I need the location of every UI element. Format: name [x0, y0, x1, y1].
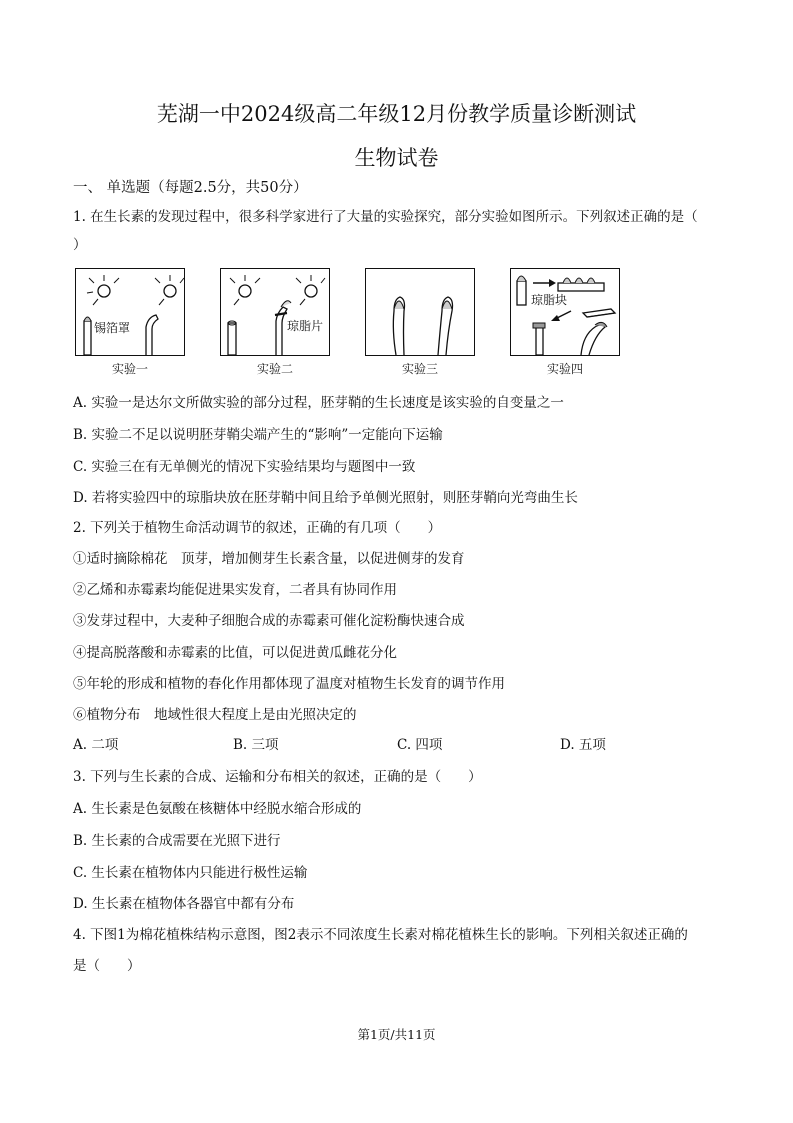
q3-option-a: A. 生长素是色氨酸在核糖体中经脱水缩合形成的	[73, 801, 362, 817]
exam-subtitle: 生物试卷	[354, 146, 439, 170]
experiment4-caption: 实验四	[546, 362, 583, 376]
q1-option-d: D. 若将实验四中的琼脂块放在胚芽鞘中间且给予单侧光照射，则胚芽鞘向光弯曲生长	[73, 490, 578, 506]
q2-item-1: ①适时摘除棉花 顶芽，增加侧芽生长素含量，以促进侧芽的发育	[73, 551, 465, 567]
experiment3-caption: 实验三	[401, 362, 438, 376]
q4-stem-line2: 是（ ）	[73, 958, 141, 974]
experiment1-drawing	[76, 269, 186, 357]
q2-option-b: B. 三项	[233, 737, 279, 753]
q2-item-2: ②乙烯和赤霉素均能促进果实发育，二者具有协同作用	[73, 582, 397, 598]
experiment2-caption: 实验二	[256, 362, 293, 376]
q2-option-d: D. 五项	[560, 737, 606, 753]
q1-option-a: A. 实验一是达尔文所做实验的部分过程，胚芽鞘的生长速度是该实验的自变量之一	[73, 395, 564, 411]
experiment2-drawing	[221, 269, 331, 357]
q2-item-5: ⑤年轮的形成和植物的春化作用都体现了温度对植物生长发育的调节作用	[73, 676, 505, 692]
q4-stem-line1: 4. 下图1为棉花植株结构示意图，图2表示不同浓度生长素对棉花植株生长的影响。下列相关叙述正确的	[73, 927, 688, 943]
agar-sheet-label: 琼脂片	[287, 319, 324, 333]
q2-item-6: ⑥植物分布 地域性很大程度上是由光照决定的	[73, 707, 357, 723]
q1-stem-line1: 1. 在生长素的发现过程中，很多科学家进行了大量的实验探究，部分实验如图所示。下列叙述正确的是（	[73, 209, 698, 225]
q3-stem: 3. 下列与生长素的合成、运输和分布相关的叙述，正确的是（ ）	[73, 769, 482, 785]
q2-item-4: ④提高脱落酸和赤霉素的比值，可以促进黄瓜雌花分化	[73, 645, 397, 661]
experiment4-panel	[510, 268, 620, 356]
section-heading: 一、 单选题（每题2.5分，共50分）	[73, 180, 308, 196]
experiment1-panel	[75, 268, 185, 356]
q1-stem-line2: ）	[73, 237, 87, 253]
q3-option-d: D. 生长素在植物体各器官中都有分布	[73, 896, 295, 912]
experiment1-caption: 实验一	[111, 362, 148, 376]
q3-option-c: C. 生长素在植物体内只能进行极性运输	[73, 865, 308, 881]
experiment2-panel	[220, 268, 330, 356]
q1-figure	[73, 268, 723, 378]
agar-block-label: 琼脂块	[531, 293, 568, 307]
experiment3-panel	[365, 268, 475, 356]
tin-foil-cap-label: 锡箔罩	[94, 321, 131, 335]
q2-item-3: ③发芽过程中，大麦种子细胞合成的赤霉素可催化淀粉酶快速合成	[73, 613, 465, 629]
q2-stem: 2. 下列关于植物生命活动调节的叙述，正确的有几项（ ）	[73, 520, 442, 536]
q1-option-c: C. 实验三在有无单侧光的情况下实验结果均与题图中一致	[73, 459, 416, 475]
q1-option-b: B. 实验二不足以说明胚芽鞘尖端产生的“影响”一定能向下运输	[73, 427, 443, 443]
page-number: 第1页/共11页	[357, 1027, 436, 1042]
experiment3-drawing	[366, 269, 476, 357]
exam-title: 芜湖一中2024级高二年级12月份教学质量诊断测试	[156, 102, 637, 126]
q2-option-c: C. 四项	[397, 737, 443, 753]
experiment4-drawing	[511, 269, 621, 357]
q2-option-a: A. 二项	[73, 737, 119, 753]
q3-option-b: B. 生长素的合成需要在光照下进行	[73, 833, 281, 849]
